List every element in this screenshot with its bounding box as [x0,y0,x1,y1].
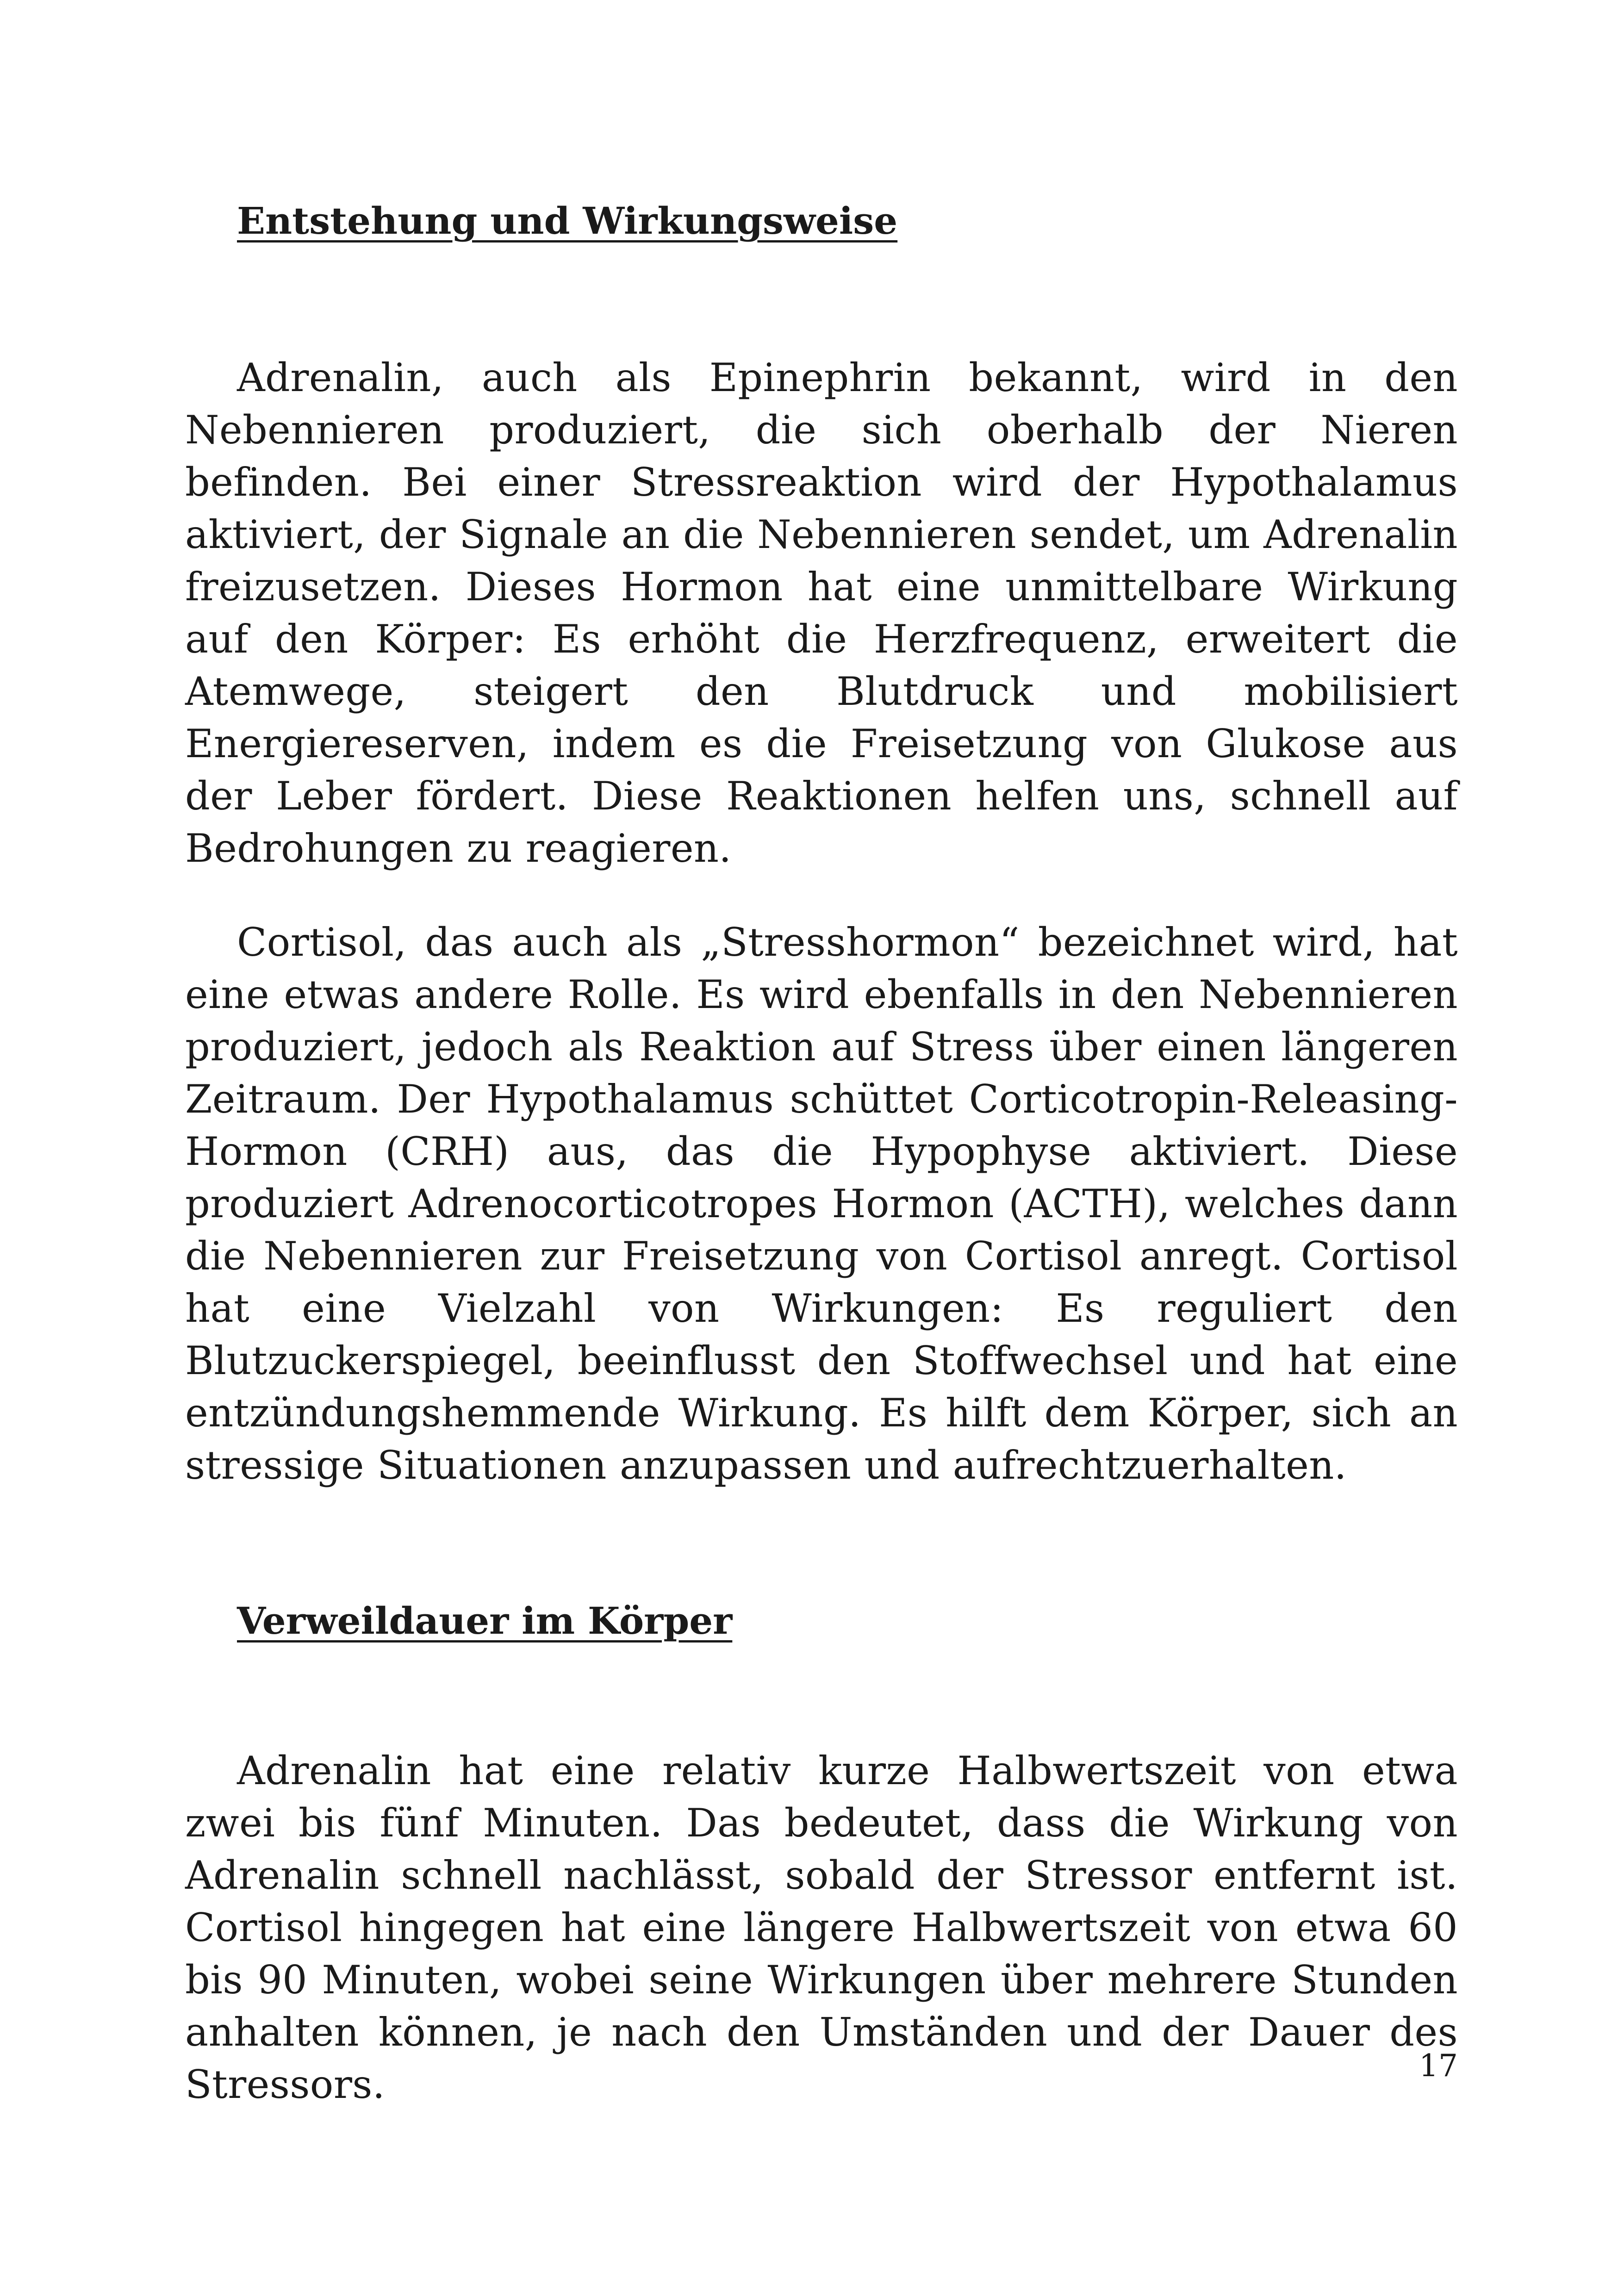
paragraph-cortisol-entstehung: Cortisol, das auch als „Stresshormon“ bezeichnet wird, hat eine etwas andere Rolle. Es wird ebenfalls in den Nebennieren produziert, jedoch als Reaktion auf Stress über einen längeren Zeitraum. Der Hypothalamus schüttet Corticotropin-Releasing-Hormon (CRH) aus, das die Hypophyse aktiviert. Diese produziert Adrenocorticotropes Hormon (ACTH), welches dann die Nebennieren zur Freisetzung von Cortisol anregt. Cortisol hat eine Vielzahl von Wirkungen: Es reguliert den Blutzuckerspiegel, beeinflusst den Stoffwechsel und hat eine entzündungshemmende Wirkung. Es hilft dem Körper, sich an stressige Situationen anzupassen und aufrechtzuerhalten. [185,920,1458,1488]
book-page [185,0,1458,2296]
paragraph-adrenalin-entstehung: Adrenalin, auch als Epinephrin bekannt, wird in den Nebennieren produziert, die sich oberhalb der Nieren befinden. Bei einer Stressreaktion wird der Hypothalamus aktiviert, der Signale an die Nebennieren sendet, um Adrenalin freizusetzen. Dieses Hormon hat eine unmittelbare Wirkung auf den Körper: Es erhöht die Herzfrequenz, erweitert die Atemwege, steigert den Blutdruck und mobilisiert Energiereserven, indem es die Freisetzung von Glukose aus der Leber fördert. Diese Reaktionen helfen uns, schnell auf Bedrohungen zu reagieren. [185,355,1458,871]
section-heading-verweildauer: Verweildauer im Körper [237,1599,733,1643]
page-number: 17 [1419,2048,1458,2084]
paragraph-halbwertszeit: Adrenalin hat eine relativ kurze Halbwertszeit von etwa zwei bis fünf Minuten. Das bedeutet, dass die Wirkung von Adrenalin schnell nachlässt, sobald der Stressor entfernt ist. Cortisol hingegen hat eine längere Halbwertszeit von etwa 60 bis 90 Minuten, wobei seine Wirkungen über mehrere Stunden anhalten können, je nach den Umständen und der Dauer des Stressors. [185,1748,1458,2107]
section-heading-entstehung: Entstehung und Wirkungsweise [237,199,898,243]
